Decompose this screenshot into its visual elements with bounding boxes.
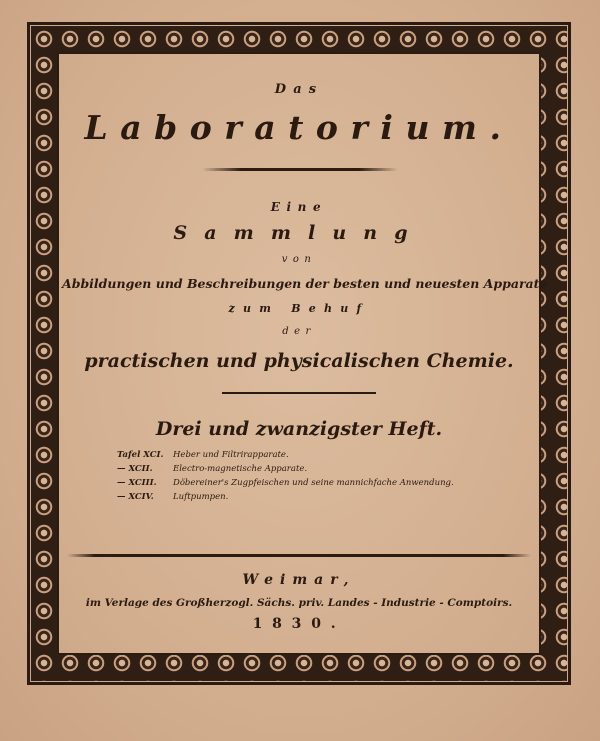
imprint-publisher: im Verlage des Großherzogl. Sächs. priv. Landes - Industrie - Comptoirs.: [85, 597, 513, 609]
title-article: Das: [274, 82, 324, 97]
main-title: Laboratorium.: [84, 108, 514, 147]
subtitle-von: von: [281, 254, 317, 265]
subtitle-subject: practischen und physicalischen Chemie.: [84, 350, 514, 372]
plate-number: Tafel XCI.: [117, 450, 164, 460]
subtitle-zum-behuf: zum Behuf: [228, 302, 370, 315]
plate-description: Electro-magnetische Apparate.: [173, 464, 308, 474]
plate-number: — XCII.: [117, 464, 153, 474]
plate-number: — XCIV.: [117, 492, 154, 502]
plate-number: — XCIII.: [117, 478, 157, 488]
subtitle-der: der: [282, 326, 316, 337]
divider-rule-long: [67, 554, 531, 557]
subtitle-description: Abbildungen und Beschreibungen der besten und neuesten Apparate: [62, 276, 548, 291]
plate-description: Heber und Filtrirapparate.: [173, 450, 289, 460]
plate-item: [117, 462, 454, 476]
plate-description: Luftpumpen.: [173, 492, 229, 502]
imprint-year: 1830.: [252, 616, 346, 632]
subtitle-sammlung: Sammlung: [173, 222, 425, 244]
title-page-content: [62, 60, 548, 650]
plates-list: [117, 448, 454, 504]
issue-title: Drei und zwanzigster Heft.: [155, 418, 443, 440]
plate-item: [117, 476, 454, 490]
plate-item: [117, 448, 454, 462]
plate-item: [117, 490, 454, 504]
subtitle-eine: Eine: [270, 200, 328, 214]
divider-rule: [202, 168, 398, 171]
plate-description: Döbereiner's Zugpfeischen und seine mannichfache Anwendung.: [173, 478, 454, 488]
imprint-place: Weimar,: [242, 572, 356, 588]
divider-rule-thin: [222, 392, 376, 394]
